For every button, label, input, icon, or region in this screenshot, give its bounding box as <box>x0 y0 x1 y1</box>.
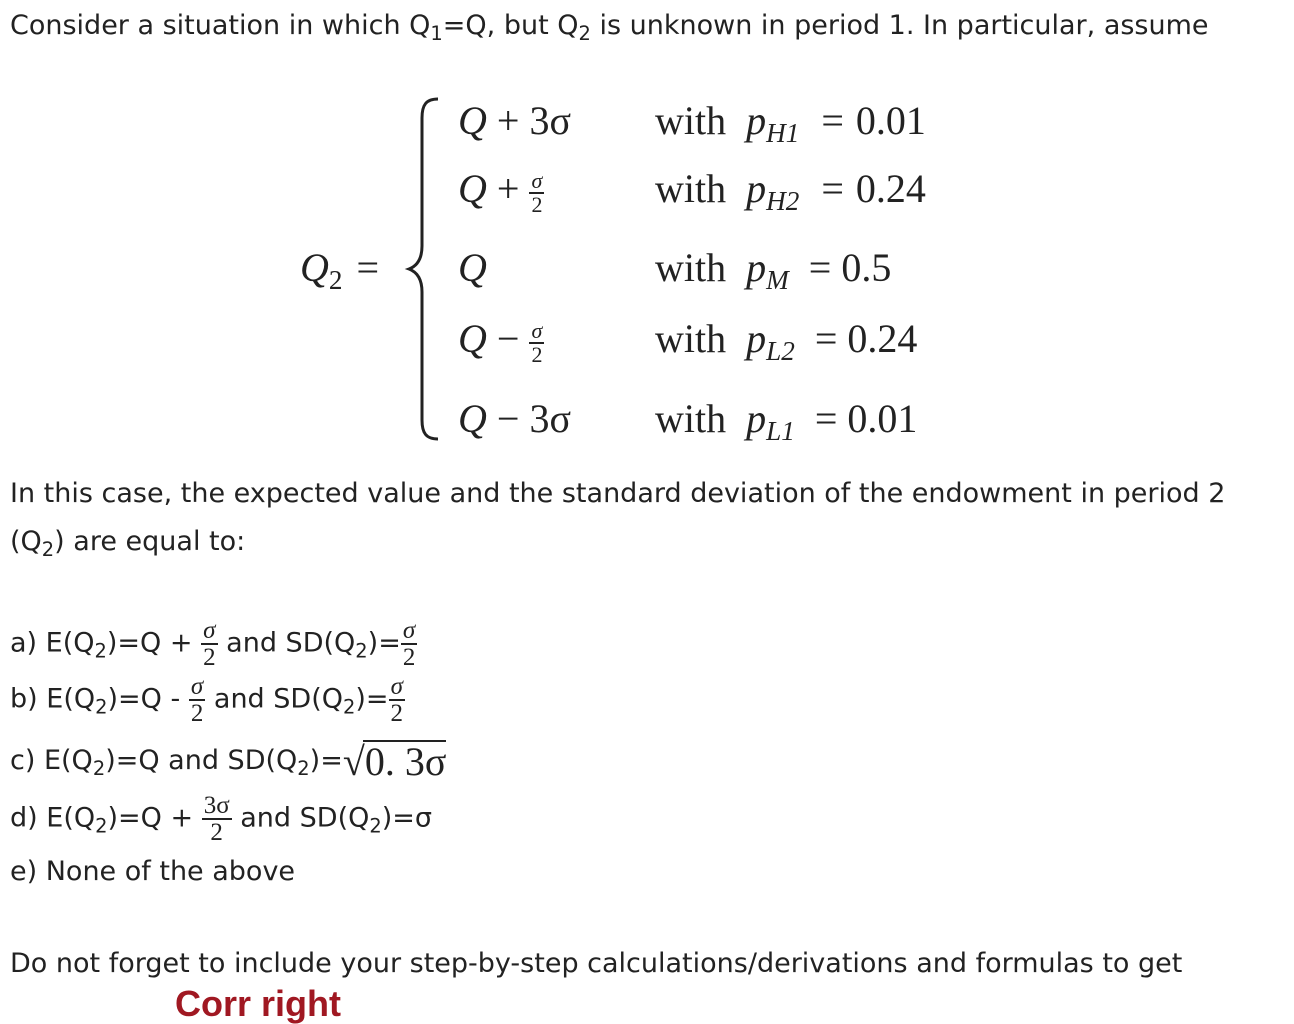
lhs-equals: = <box>356 245 380 290</box>
question-text-part: ) are equal to: <box>54 526 246 557</box>
option-text: )=Q + <box>107 802 202 834</box>
case-row-1-expr <box>458 97 571 144</box>
case-row-4-cond <box>655 315 917 367</box>
option-text: and SD(Q <box>205 683 343 715</box>
subscript: 2 <box>92 756 106 780</box>
option-d <box>10 793 432 845</box>
case-op: − <box>486 316 530 361</box>
case-p-subscript: H2 <box>766 186 800 217</box>
option-text: )=Q - <box>107 683 189 715</box>
cut-off-text <box>175 983 385 1024</box>
denominator: 2 <box>402 644 416 671</box>
intro-text <box>10 10 1209 45</box>
subscript: 1 <box>430 21 443 45</box>
case-with: with <box>655 166 727 211</box>
fraction <box>529 317 544 367</box>
case-var: Q <box>458 245 487 290</box>
case-equals: = <box>814 316 838 361</box>
numerator: σ <box>402 617 416 644</box>
numerator: σ <box>190 673 204 700</box>
cut-off-text-label: Corr right <box>175 983 341 1024</box>
question-line-1: In this case, the expected value and the standard deviation of the endowment in period 2 <box>10 478 1226 509</box>
denominator: 2 <box>203 644 216 671</box>
subscript: 2 <box>297 756 310 780</box>
subscript: 2 <box>343 695 356 719</box>
subscript: 2 <box>94 639 107 663</box>
case-with: with <box>655 245 727 290</box>
option-text: and SD(Q <box>217 627 356 659</box>
case-probability: 0.5 <box>841 245 892 290</box>
denominator: 2 <box>531 191 543 217</box>
case-op: + <box>486 98 530 143</box>
case-probability: 0.01 <box>847 396 918 441</box>
case-probability: 0.01 <box>855 98 926 143</box>
case-with: with <box>655 396 727 441</box>
fraction <box>202 793 232 845</box>
case-op: + <box>486 166 530 211</box>
case-row-1-cond <box>655 97 926 149</box>
subscript: 2 <box>355 639 368 663</box>
numerator: 3σ <box>203 792 230 819</box>
fraction <box>529 167 544 217</box>
case-with: with <box>655 98 727 143</box>
option-e: e) None of the above <box>10 856 296 887</box>
case-row-4-expr <box>458 315 544 366</box>
subscript: 2 <box>578 21 591 45</box>
question-text-part: (Q <box>10 526 42 557</box>
fraction <box>189 674 206 726</box>
numerator: σ <box>531 167 543 193</box>
numerator: σ <box>531 317 543 343</box>
numerator: σ <box>390 673 403 700</box>
case-row-2-expr <box>458 165 544 216</box>
square-root <box>343 738 447 785</box>
case-p: p <box>746 245 767 290</box>
intro-text-part: =Q, but Q <box>442 10 579 41</box>
case-p: p <box>746 396 767 441</box>
intro-text-part: Consider a situation in which Q <box>10 10 431 41</box>
case-p-subscript: H1 <box>766 118 800 149</box>
case-var: Q <box>458 98 487 143</box>
case-p-subscript: M <box>766 265 789 296</box>
case-p-subscript: L2 <box>766 336 795 367</box>
case-p: p <box>746 316 767 361</box>
case-value: 3σ <box>529 98 572 143</box>
radicand: 0. 3σ <box>364 739 447 784</box>
subscript: 2 <box>95 695 108 719</box>
option-text: )=Q + <box>106 627 202 659</box>
numerator: σ <box>203 617 216 644</box>
case-row-5-cond <box>655 395 917 447</box>
subscript: 2 <box>95 814 108 838</box>
case-row-3-expr <box>458 244 487 291</box>
fraction <box>401 618 418 670</box>
lhs-variable: Q <box>300 245 329 290</box>
denominator: 2 <box>531 341 543 367</box>
question-line-2 <box>10 526 245 561</box>
option-text: )= <box>367 627 401 659</box>
option-text: c) E(Q <box>10 745 93 776</box>
denominator: 2 <box>190 700 204 727</box>
lhs-subscript: 2 <box>328 265 343 296</box>
denominator: 2 <box>202 818 232 845</box>
option-c <box>10 738 446 785</box>
case-equals: = <box>821 166 844 211</box>
left-brace <box>404 96 444 442</box>
case-var: Q <box>458 166 487 211</box>
option-a <box>10 618 417 670</box>
case-row-2-cond <box>655 165 926 217</box>
option-text: and SD(Q <box>231 802 370 834</box>
option-text: )= <box>309 745 343 776</box>
radical-sign: √ <box>342 739 365 784</box>
case-probability: 0.24 <box>855 166 926 211</box>
denominator: 2 <box>390 700 404 727</box>
case-equals: = <box>814 396 838 441</box>
case-row-5-expr <box>458 395 571 442</box>
case-equals: = <box>821 98 844 143</box>
case-var: Q <box>458 316 487 361</box>
case-probability: 0.24 <box>847 316 918 361</box>
option-text: )= <box>355 683 389 715</box>
footer-line-1: Do not forget to include your step-by-step calculations/derivations and formulas to get <box>10 948 1183 979</box>
option-b <box>10 674 405 726</box>
subscript: 2 <box>41 537 55 561</box>
case-p: p <box>746 166 767 211</box>
option-text: d) E(Q <box>10 802 96 834</box>
option-text: b) E(Q <box>10 683 96 715</box>
subscript: 2 <box>369 814 382 838</box>
case-value: 3σ <box>529 396 572 441</box>
option-text: )=σ <box>381 802 433 834</box>
case-with: with <box>655 316 727 361</box>
case-row-3-cond <box>655 244 891 296</box>
case-p: p <box>746 98 767 143</box>
intro-text-part: is unknown in period 1. In particular, assume <box>590 10 1209 41</box>
case-var: Q <box>458 396 487 441</box>
case-p-subscript: L1 <box>766 416 795 447</box>
option-text: )=Q and SD(Q <box>105 745 298 776</box>
fraction <box>389 674 406 726</box>
case-op: − <box>486 396 530 441</box>
case-equals: = <box>808 245 832 290</box>
equation-lhs <box>300 244 379 296</box>
fraction <box>201 618 218 670</box>
option-text: a) E(Q <box>10 627 95 659</box>
